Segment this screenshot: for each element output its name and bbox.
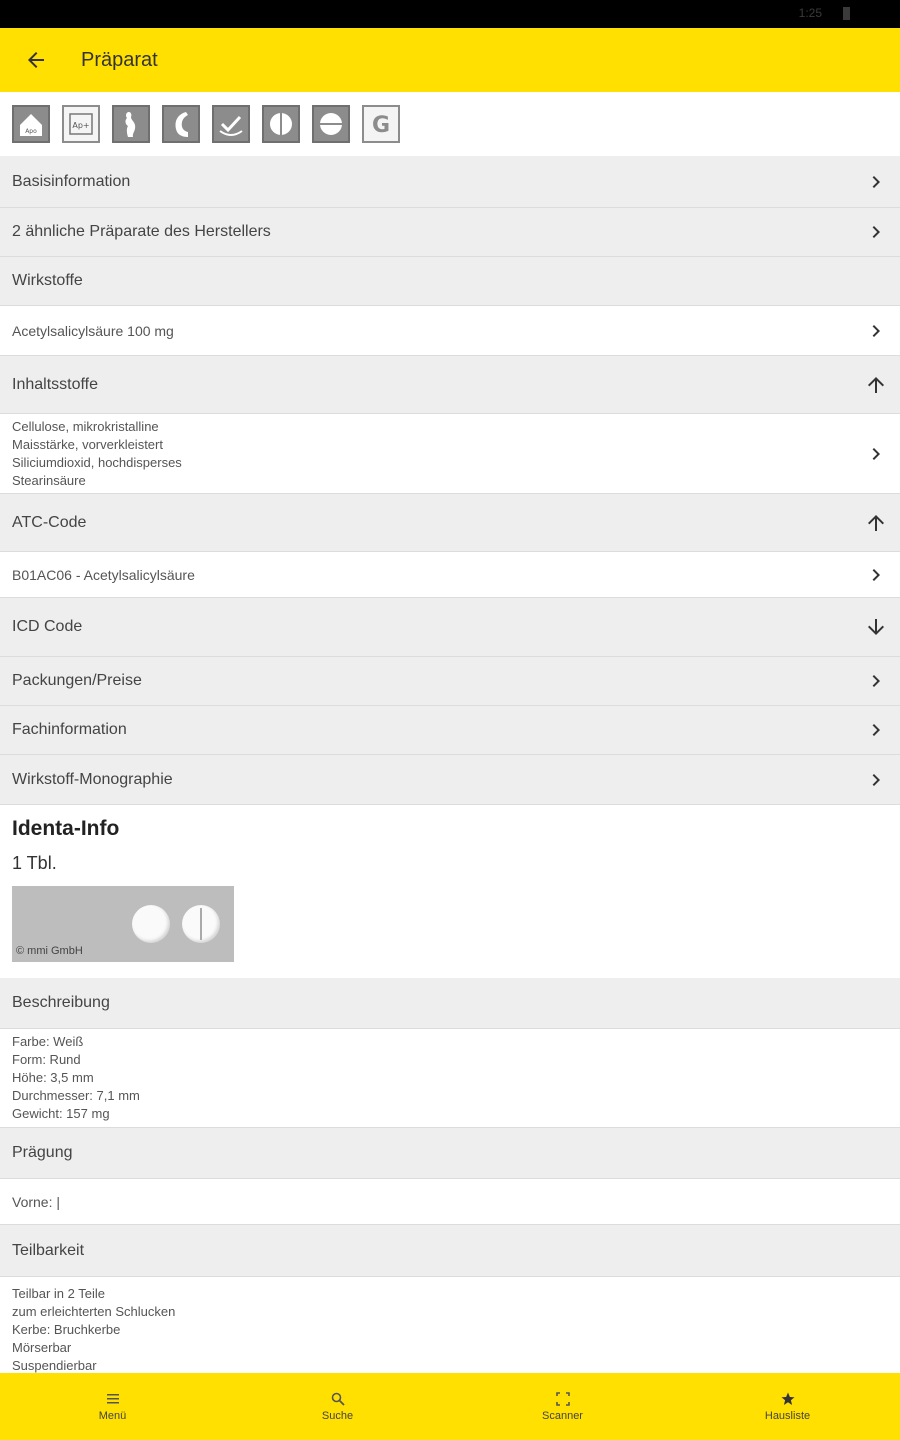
home-pharmacy-icon[interactable] (12, 105, 50, 143)
section-title: Inhaltsstoffe (12, 375, 98, 393)
nav-label: Hausliste (764, 1409, 811, 1422)
section-title: Wirkstoffe (12, 272, 83, 289)
back-button[interactable] (0, 28, 72, 92)
teilbarkeit-content (0, 1277, 900, 1373)
nav-search[interactable] (225, 1373, 450, 1440)
list-item: Cellulose, mikrokristalline (12, 418, 159, 434)
row-atc-value[interactable] (0, 552, 900, 598)
detail-content (0, 92, 900, 1373)
row-value: B01AC06 - Acetylsalicylsäure (12, 566, 195, 583)
nav-scanner[interactable] (450, 1373, 675, 1440)
row-inhaltsstoffe[interactable] (0, 414, 900, 494)
bottom-navigation (0, 1373, 900, 1440)
generic-icon[interactable] (362, 105, 400, 143)
row-fachinformation[interactable] (0, 706, 900, 755)
list-item: Gewicht: 157 mg (12, 1106, 110, 1121)
section-header-praegung (0, 1128, 900, 1179)
section-header-inhaltsstoffe[interactable] (0, 356, 900, 414)
nav-menu[interactable] (0, 1373, 225, 1440)
list-item: Teilbar in 2 Teile (12, 1286, 105, 1301)
arrow-up-icon (864, 373, 888, 397)
list-item: Durchmesser: 7,1 mm (12, 1088, 140, 1103)
row-similar-products[interactable] (0, 208, 900, 257)
divisibility-list (12, 1285, 175, 1375)
divisible-icon[interactable] (312, 105, 350, 143)
chevron-right-icon (864, 718, 888, 742)
list-item: Siliciumdioxid, hochdisperses (12, 454, 182, 470)
nav-hausliste[interactable] (675, 1373, 900, 1440)
list-item: Höhe: 3,5 mm (12, 1070, 94, 1085)
list-item: Mörserbar (12, 1340, 72, 1355)
list-item: Kerbe: Bruchkerbe (12, 1322, 121, 1337)
chevron-right-icon (864, 669, 888, 693)
list-item: Stearinsäure (12, 472, 86, 488)
row-label: 2 ähnliche Präparate des Herstellers (12, 223, 271, 240)
list-item: Form: Rund (12, 1052, 81, 1067)
image-copyright: © mmi GmbH (16, 945, 83, 957)
menu-icon (106, 1392, 120, 1406)
pill-front (132, 905, 170, 943)
identa-quantity: 1 Tbl. (12, 853, 57, 873)
list-item: zum erleichterten Schlucken (12, 1304, 176, 1319)
breastfeeding-icon[interactable] (162, 105, 200, 143)
nav-label: Suche (321, 1409, 354, 1422)
arrow-left-icon (24, 48, 48, 72)
chevron-right-icon (864, 442, 888, 466)
search-icon (331, 1392, 345, 1406)
prescription-icon[interactable] (62, 105, 100, 143)
row-label: Packungen/Preise (12, 672, 142, 689)
pictogram-text: G (371, 113, 391, 138)
row-label: Wirkstoff-Monographie (12, 770, 173, 788)
section-header-atc[interactable] (0, 494, 900, 552)
arrow-up-icon (864, 511, 888, 535)
check-icon[interactable] (212, 105, 250, 143)
section-title: Teilbarkeit (12, 1241, 85, 1259)
arrow-down-icon (864, 615, 888, 639)
pictogram-text: Ap+ (72, 121, 90, 130)
row-monographie[interactable] (0, 755, 900, 805)
praegung-content (0, 1179, 900, 1225)
list-item: Maisstärke, vorverkleistert (12, 436, 163, 452)
section-header-wirkstoffe (0, 257, 900, 306)
chevron-right-icon (864, 319, 888, 343)
row-basisinformation[interactable] (0, 156, 900, 208)
identa-info (0, 805, 900, 978)
chevron-right-icon (864, 220, 888, 244)
identa-title: Identa-Info (12, 817, 120, 840)
ingredient-list (12, 418, 182, 490)
nav-label: Scanner (542, 1409, 583, 1422)
scanner-icon (556, 1392, 570, 1406)
app-bar (0, 28, 900, 92)
status-bar (0, 0, 900, 28)
row-value: Acetylsalicylsäure 100 mg (12, 322, 174, 339)
row-label: Fachinformation (12, 721, 127, 738)
section-title: ATC-Code (12, 513, 87, 531)
description-list (12, 1033, 140, 1123)
row-wirkstoff[interactable] (0, 306, 900, 356)
chevron-right-icon (864, 170, 888, 194)
row-value: Vorne: | (12, 1193, 61, 1210)
status-time: 1:25 (798, 6, 822, 20)
pill-image (12, 886, 234, 962)
chevron-right-icon (864, 563, 888, 587)
list-item: Suspendierbar (12, 1358, 97, 1373)
section-title: Beschreibung (12, 994, 110, 1011)
section-header-beschreibung (0, 978, 900, 1029)
star-icon (781, 1392, 795, 1406)
row-label: Basisinformation (12, 172, 131, 190)
section-header-teilbarkeit (0, 1225, 900, 1277)
section-header-icd[interactable] (0, 598, 900, 657)
pill-back (182, 905, 220, 943)
chevron-right-icon (864, 768, 888, 792)
nav-label: Menü (98, 1409, 127, 1422)
section-title: ICD Code (12, 618, 83, 635)
page-title: Präparat (81, 48, 158, 71)
section-title: Prägung (12, 1144, 73, 1161)
pictogram-strip (0, 92, 900, 156)
pregnancy-icon[interactable] (112, 105, 150, 143)
beschreibung-content (0, 1029, 900, 1128)
half-circle-icon[interactable] (262, 105, 300, 143)
battery-icon (843, 7, 850, 20)
row-packungen[interactable] (0, 657, 900, 706)
list-item: Farbe: Weiß (12, 1034, 84, 1049)
pictogram-text: Apo (25, 128, 37, 135)
